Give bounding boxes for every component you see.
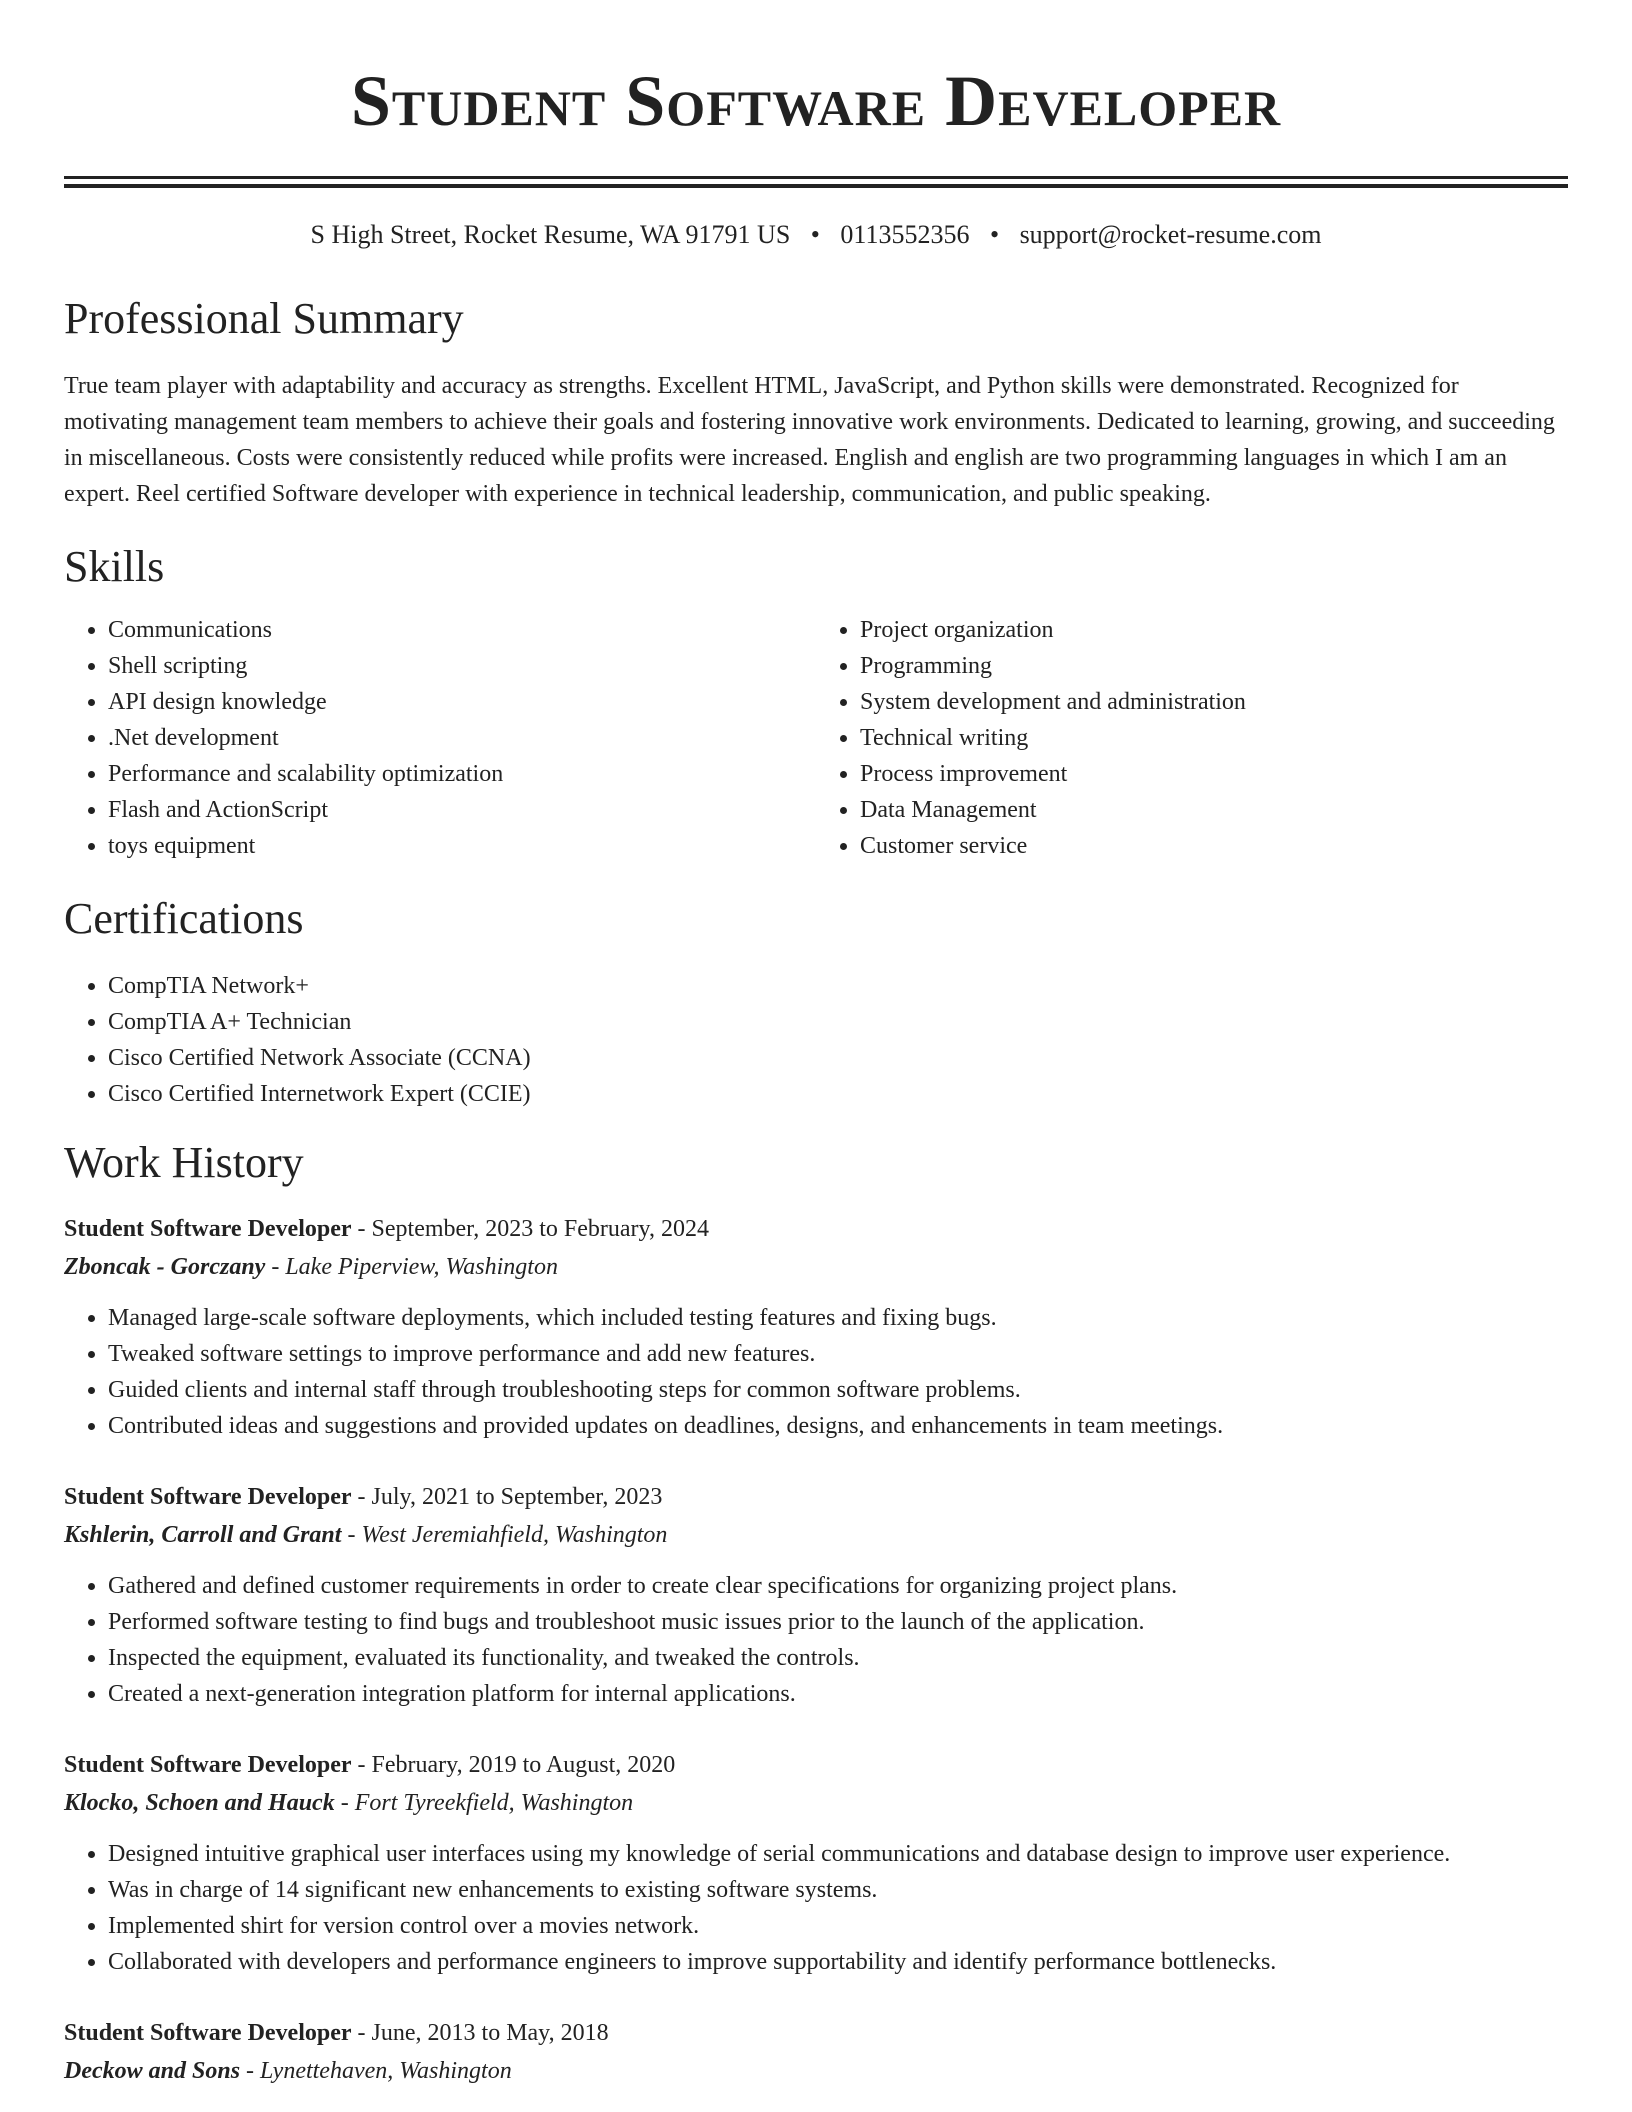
job-entry — [64, 1746, 1568, 1980]
company-location: Lynettehaven, Washington — [260, 2058, 512, 2084]
job-dash: - — [341, 1522, 362, 1548]
skill-item: • System development and administration — [860, 684, 1568, 720]
contact-separator: • — [989, 220, 1000, 249]
job-bullet: • Created a next-generation integration platform for internal applications. — [108, 1676, 1568, 1712]
job-title: Student Software Developer — [64, 1752, 352, 1778]
work-history-heading: Work History — [64, 1138, 304, 1187]
certifications-list — [64, 968, 1568, 1112]
company-location: Fort Tyreekfield, Washington — [354, 1790, 634, 1816]
skill-item: • Flash and ActionScript — [108, 792, 816, 828]
job-dash: - — [351, 1216, 372, 1242]
contact-email: support@rocket-resume.com — [1019, 220, 1322, 249]
job-bullet: • Performed software testing to find bugs and troubleshoot music issues prior to the launch of the application. — [108, 1604, 1568, 1640]
certification-item: • Cisco Certified Network Associate (CCNA) — [108, 1040, 1568, 1076]
contact-separator: • — [810, 220, 820, 249]
job-entry — [64, 2014, 1568, 2090]
contact-phone: 0113552356 — [840, 220, 970, 249]
job-bullet: • Implemented shirt for version control over a movies network. — [108, 1908, 1568, 1944]
job-bullets — [64, 1836, 1568, 1980]
job-bullet: • Inspected the equipment, evaluated its functionality, and tweaked the controls. — [108, 1640, 1568, 1676]
job-title-line — [64, 1478, 1568, 1516]
company-location: West Jeremiahfield, Washington — [361, 1522, 668, 1548]
contact-line — [64, 218, 1568, 252]
job-entry — [64, 1210, 1568, 1444]
skill-item: • Shell scripting — [108, 648, 816, 684]
skills-list-right — [816, 612, 1568, 864]
job-entry — [64, 1478, 1568, 1712]
certification-item: • CompTIA A+ Technician — [108, 1004, 1568, 1040]
job-dates: July, 2021 to September, 2023 — [371, 1484, 663, 1510]
job-bullet: • Guided clients and internal staff through troubleshooting steps for common software problems. — [108, 1372, 1568, 1408]
job-bullet: • Managed large-scale software deployments, which included testing features and fixing bugs. — [108, 1300, 1568, 1336]
company-location: Lake Piperview, Washington — [285, 1254, 558, 1280]
job-bullet: • Collaborated with developers and performance engineers to improve supportability and identify performance bottlenecks. — [108, 1944, 1568, 1980]
job-title-line — [64, 1210, 1568, 1248]
job-bullet: • Tweaked software settings to improve performance and add new features. — [108, 1336, 1568, 1372]
company-line — [64, 1516, 1568, 1554]
job-bullet: • Gathered and defined customer requirements in order to create clear specifications for organizing project plans. — [108, 1568, 1568, 1604]
job-title-line — [64, 1746, 1568, 1784]
job-title: Student Software Developer — [64, 1484, 352, 1510]
contact-address: S High Street, Rocket Resume, WA 91791 US — [310, 220, 791, 249]
skill-item: • Data Management — [860, 792, 1568, 828]
summary-heading: Professional Summary — [64, 294, 464, 343]
title-divider — [64, 176, 1568, 188]
skills-heading: Skills — [64, 542, 165, 591]
job-title-line — [64, 2014, 1568, 2052]
skill-item: • Process improvement — [860, 756, 1568, 792]
job-dash: - — [334, 1790, 355, 1816]
job-dash: - — [351, 1484, 372, 1510]
skill-item: • Project organization — [860, 612, 1568, 648]
certifications-heading: Certifications — [64, 894, 304, 943]
skill-item: • Performance and scalability optimization — [108, 756, 816, 792]
skill-item: • Technical writing — [860, 720, 1568, 756]
job-title: Student Software Developer — [64, 2020, 352, 2046]
job-dash: - — [265, 1254, 286, 1280]
skill-item: • toys equipment — [108, 828, 816, 864]
certification-item: • Cisco Certified Internetwork Expert (CCIE) — [108, 1076, 1568, 1112]
company-name: Zboncak - Gorczany — [64, 1254, 266, 1280]
skill-item: • Programming — [860, 648, 1568, 684]
company-line — [64, 1248, 1568, 1286]
skill-item: • Communications — [108, 612, 816, 648]
job-dash: - — [240, 2058, 261, 2084]
summary-text: True team player with adaptability and accuracy as strengths. Excellent HTML, JavaScript, and Python skills were demonstrated. Recognized for motivating management team members to achieve their goals and fostering innovative work environments. Dedicated to learning, growing, and succeeding in miscellaneous. Costs were consistently reduced while profits were increased. English and english are two programming languages in which I am an expert. Reel certified Software developer with experience in technical leadership, communication, and public speaking. — [64, 373, 1555, 507]
skills-columns — [64, 612, 1568, 864]
job-bullet: • Contributed ideas and suggestions and provided updates on deadlines, designs, and enhancements in team meetings. — [108, 1408, 1568, 1444]
job-bullets — [64, 1568, 1568, 1712]
job-dates: June, 2013 to May, 2018 — [371, 2020, 609, 2046]
job-dates: February, 2019 to August, 2020 — [371, 1752, 676, 1778]
company-line — [64, 1784, 1568, 1822]
skill-item: • .Net development — [108, 720, 816, 756]
certification-item: • CompTIA Network+ — [108, 968, 1568, 1004]
job-bullet: • Designed intuitive graphical user interfaces using my knowledge of serial communications and database design to improve user experience. — [108, 1836, 1568, 1872]
job-bullet: • Was in charge of 14 significant new enhancements to existing software systems. — [108, 1872, 1568, 1908]
job-dash: - — [351, 2020, 372, 2046]
job-dates: September, 2023 to February, 2024 — [371, 1216, 709, 1242]
skill-item: • Customer service — [860, 828, 1568, 864]
job-bullets — [64, 1300, 1568, 1444]
company-name: Kshlerin, Carroll and Grant — [64, 1522, 342, 1548]
company-name: Deckow and Sons — [64, 2058, 241, 2084]
company-name: Klocko, Schoen and Hauck — [64, 1790, 335, 1816]
company-line — [64, 2052, 1568, 2090]
resume-title: Student Software Developer — [350, 61, 1282, 141]
skills-list-left — [64, 612, 816, 864]
job-dash: - — [351, 1752, 372, 1778]
job-title: Student Software Developer — [64, 1216, 352, 1242]
skill-item: • API design knowledge — [108, 684, 816, 720]
